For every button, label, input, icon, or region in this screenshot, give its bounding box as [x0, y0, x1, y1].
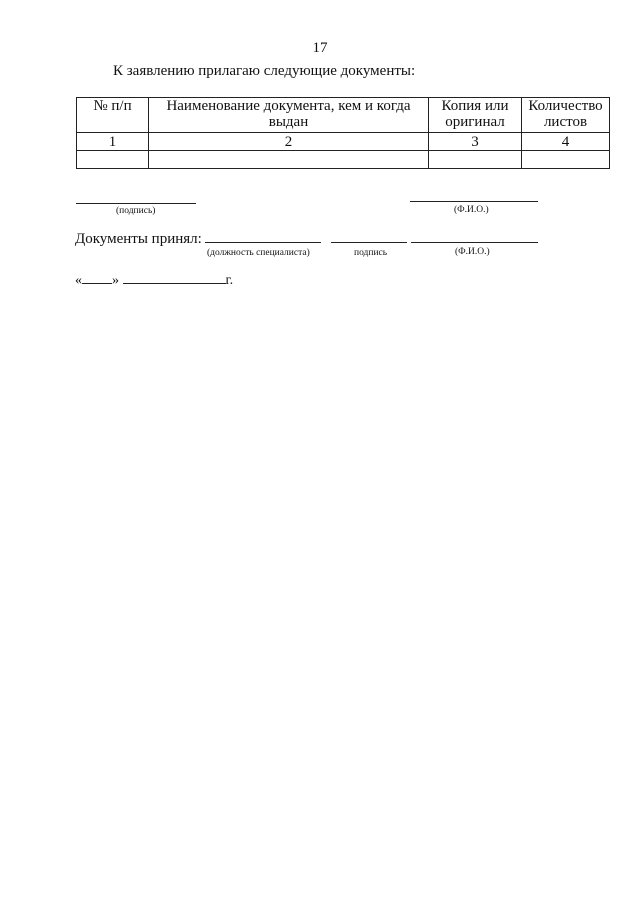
table-cell[interactable]	[77, 151, 149, 169]
date-month-year-blank[interactable]	[123, 273, 226, 284]
applicant-signature-caption: (подпись)	[116, 206, 156, 216]
specialist-signature-line[interactable]	[331, 242, 407, 243]
applicant-signature-line[interactable]	[76, 203, 196, 204]
date-open-quote: «	[75, 273, 82, 288]
table-cell: 2	[149, 133, 429, 151]
specialist-position-line[interactable]	[205, 242, 321, 243]
table-cell[interactable]	[429, 151, 522, 169]
documents-table	[76, 97, 610, 169]
table-cell[interactable]	[522, 151, 610, 169]
specialist-signature-caption: подпись	[354, 248, 388, 258]
table-row	[77, 151, 610, 169]
date-close-quote: »	[112, 273, 119, 288]
date-day-blank[interactable]	[82, 273, 112, 284]
header-copy-or-original: Копия или оригинал	[429, 98, 522, 133]
date-line	[75, 273, 233, 289]
specialist-fio-line[interactable]	[411, 242, 538, 243]
table-cell: 1	[77, 133, 149, 151]
intro-text: К заявлению прилагаю следующие документы:	[113, 63, 416, 79]
table-cell: 4	[522, 133, 610, 151]
specialist-fio-caption: (Ф.И.О.)	[455, 247, 490, 257]
table-row-column-numbers	[77, 133, 610, 151]
table-cell: 3	[429, 133, 522, 151]
table-cell[interactable]	[149, 151, 429, 169]
applicant-fio-caption: (Ф.И.О.)	[454, 205, 489, 215]
page-number: 17	[312, 40, 328, 56]
header-number: № п/п	[77, 98, 149, 133]
applicant-fio-line[interactable]	[410, 201, 538, 202]
specialist-position-caption: (должность специалиста)	[207, 248, 310, 258]
date-year-suffix: г.	[225, 273, 234, 288]
header-document-name: Наименование документа, кем и когда выдан	[149, 98, 429, 133]
header-sheet-count: Количество листов	[522, 98, 610, 133]
table-header-row	[77, 98, 610, 133]
documents-accepted-label: Документы принял:	[75, 231, 202, 247]
